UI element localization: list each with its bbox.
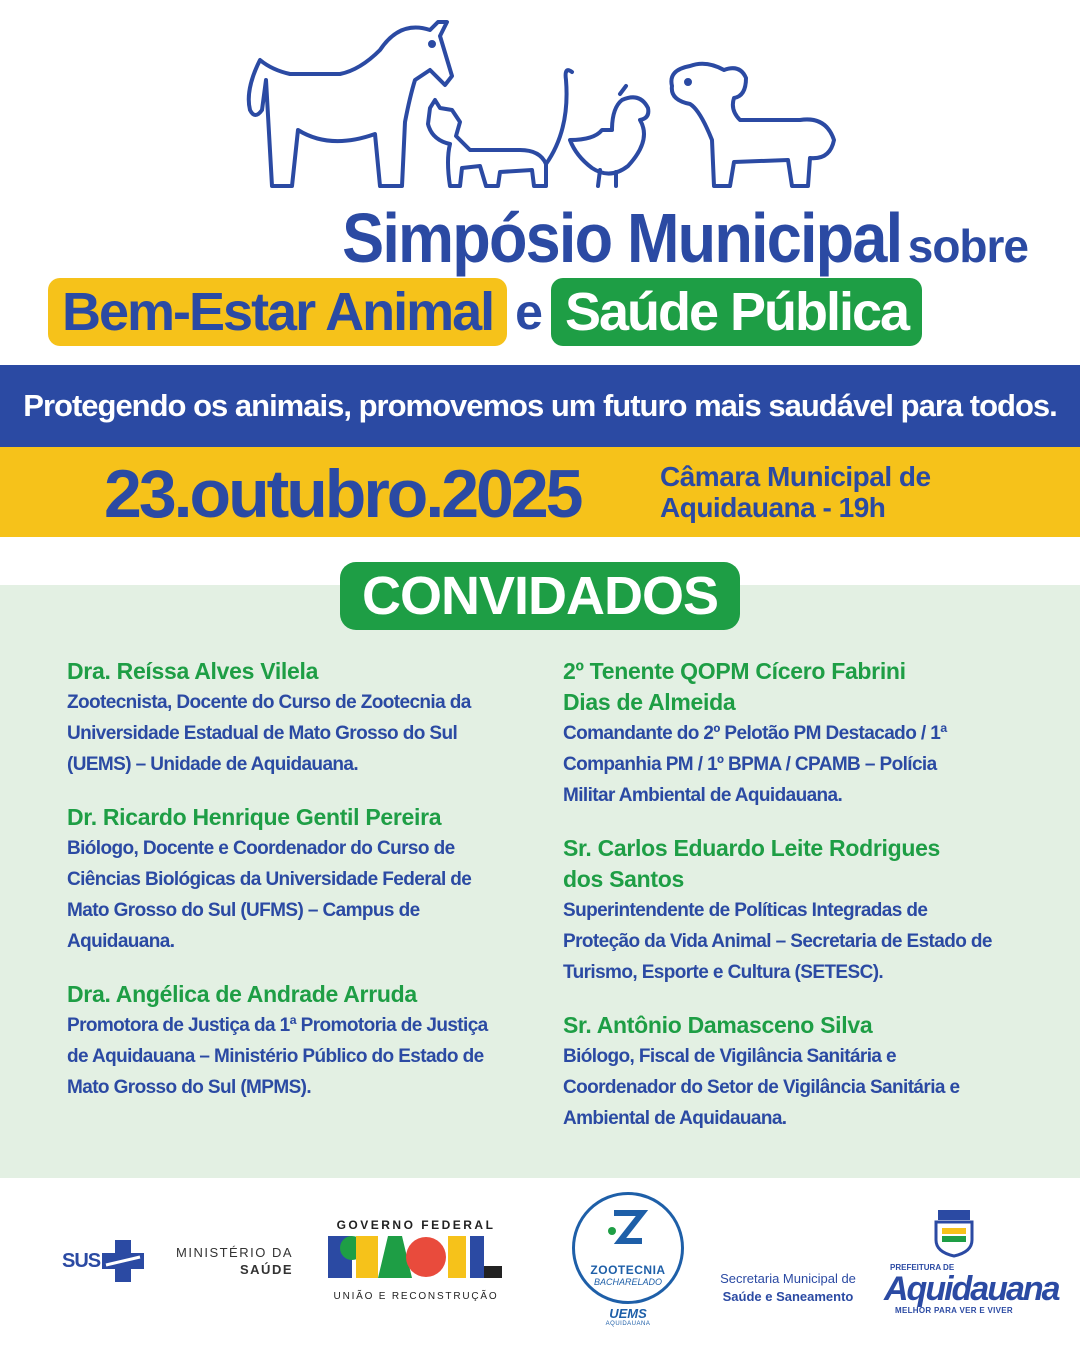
guest-role-line: Universidade Estadual de Mato Grosso do Sul [67, 723, 458, 744]
tagline-band [0, 365, 1080, 447]
tagline: Protegendo os animais, promovemos um futuro mais saudável para todos. [23, 388, 1057, 423]
guest-name: dos Santos [563, 866, 684, 892]
guest-entry [67, 979, 527, 1103]
dog-icon [671, 64, 834, 186]
zootecnia-badge [572, 1192, 684, 1304]
guest-role-line: de Aquidauana – Ministério Público do Estado de [67, 1046, 484, 1067]
ministerio-logo [176, 1244, 293, 1278]
guests-heading [340, 562, 740, 630]
guest-entry [67, 802, 527, 957]
sec-line2: Saúde e Saneamento [722, 1289, 854, 1304]
ministerio-line2: SAÚDE [240, 1262, 294, 1277]
highlight-yellow [48, 278, 507, 346]
guest-role-line: Comandante do 2º Pelotão PM Destacado / 1ª [563, 723, 947, 744]
gov-top: GOVERNO FEDERAL [336, 1218, 496, 1232]
animals-illustration [0, 0, 1080, 200]
zoo-title: ZOOTECNIA [590, 1263, 666, 1277]
guest-entry [563, 833, 1033, 988]
guest-role-line: Mato Grosso do Sul (MPMS). [67, 1077, 312, 1098]
zootecnia-logo [572, 1192, 684, 1327]
guest-name: Dr. Ricardo Henrique Gentil Pereira [67, 804, 442, 830]
pref-name: Aquidauana [884, 1270, 1059, 1308]
zoo-sub: BACHARELADO [593, 1277, 663, 1287]
guest-name: Dra. Reíssa Alves Vilela [67, 658, 319, 684]
guest-role-line: Promotora de Justiça da 1ª Promotoria de Justiça [67, 1015, 488, 1036]
event-date: 23.outubro.2025 [104, 456, 581, 532]
guest-role-line: Turismo, Esporte e Cultura (SETESC). [563, 962, 884, 983]
guest-role-line: (UEMS) – Unidade de Aquidauana. [67, 754, 359, 775]
title-line2 [48, 276, 922, 348]
guest-name: Sr. Carlos Eduardo Leite Rodrigues [563, 835, 941, 861]
title-conjunction: e [515, 284, 543, 340]
guest-role-line: Militar Ambiental de Aquidauana. [563, 785, 843, 806]
brasil-wordmark-icon [326, 1232, 506, 1282]
guest-role-line: Biólogo, Fiscal de Vigilância Sanitária e [563, 1046, 896, 1067]
guest-role-line: Proteção da Vida Animal – Secretaria de Estado de [563, 931, 992, 952]
pref-slogan: MELHOR PARA VER E VIVER [894, 1306, 1014, 1315]
sus-text: SUS [62, 1249, 101, 1272]
guest-role-line: Zootecnista, Docente do Curso de Zootecnia da [67, 692, 471, 713]
title-sobre: sobre [907, 220, 1028, 272]
uems-sub: AQUIDAUANA [605, 1321, 651, 1327]
venue-line2: Aquidauana - 19h [660, 492, 886, 523]
sec-line1: Secretaria Municipal de [720, 1271, 856, 1286]
guest-role-line: Ambiental de Aquidauana. [563, 1108, 787, 1129]
footer-logos [0, 1178, 1080, 1350]
highlight-yellow-text: Bem-Estar Animal [62, 282, 494, 342]
coat-of-arms-icon [924, 1208, 984, 1258]
guest-name: 2º Tenente QOPM Cícero Fabrini [563, 658, 906, 684]
guest-role-line: Biólogo, Docente e Coordenador do Curso de [67, 838, 455, 859]
guest-role-line: Companhia PM / 1º BPMA / CPAMB – Polícia [563, 754, 937, 775]
venue-line1: Câmara Municipal de [660, 461, 931, 492]
pref-top: PREFEITURA DE [890, 1263, 955, 1272]
prefeitura-logo [884, 1208, 1059, 1315]
guest-entry [563, 656, 1033, 811]
cross-icon [100, 1238, 146, 1284]
event-venue [660, 461, 931, 523]
horse-icon [249, 22, 452, 186]
guest-role-line: Superintendente de Políticas Integradas de [563, 900, 928, 921]
secretaria-logo [712, 1270, 864, 1306]
guests-left-column [67, 656, 527, 1125]
guest-role-line: Coordenador do Setor de Vigilância Sanitária e [563, 1077, 960, 1098]
title-main: Simpósio Municipal [342, 199, 902, 277]
governo-federal-logo [326, 1218, 506, 1302]
uems-text: UEMS [609, 1306, 647, 1321]
event-band [0, 447, 1080, 537]
highlight-green-text: Saúde Pública [564, 282, 909, 342]
sus-logo [62, 1238, 146, 1284]
guest-name: Sr. Antônio Damasceno Silva [563, 1012, 873, 1038]
guest-entry [67, 656, 527, 780]
guests-right-column [563, 656, 1033, 1156]
guest-entry [563, 1010, 1033, 1134]
z-mark-icon [606, 1209, 650, 1247]
guest-role-line: Mato Grosso do Sul (UFMS) – Campus de [67, 900, 420, 921]
cat-icon [428, 70, 572, 186]
highlight-green [551, 278, 922, 346]
title-line1 [0, 198, 1080, 278]
guest-role-line: Ciências Biológicas da Universidade Federal de [67, 869, 472, 890]
guest-name: Dra. Angélica de Andrade Arruda [67, 981, 417, 1007]
guest-role-line: Aquidauana. [67, 931, 175, 952]
ministerio-line1: MINISTÉRIO DA [176, 1245, 294, 1260]
guests-heading-text: CONVIDADOS [361, 566, 719, 626]
bird-icon [570, 86, 648, 186]
gov-bottom: UNIÃO E RECONSTRUÇÃO [333, 1291, 499, 1302]
guest-name: Dias de Almeida [563, 689, 736, 715]
